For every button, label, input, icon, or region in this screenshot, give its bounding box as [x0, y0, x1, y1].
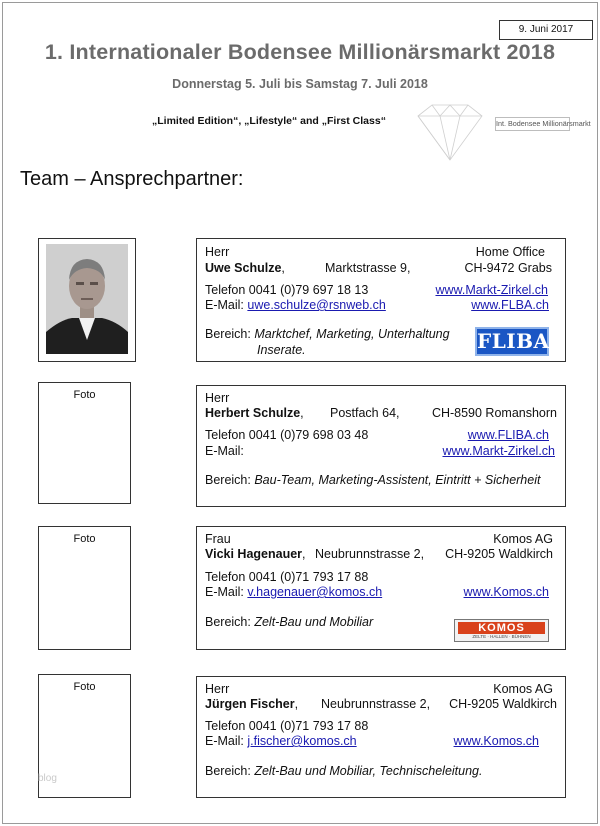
salutation: Herr — [205, 391, 230, 405]
area-label: Bereich: — [205, 615, 251, 629]
email-link[interactable]: uwe.schulze@rsnweb.ch — [247, 298, 386, 312]
phone-label: Telefon — [205, 283, 246, 297]
website-link[interactable]: www.FLBA.ch — [471, 298, 549, 312]
area-label: Bereich: — [205, 473, 251, 487]
phone-line — [205, 282, 368, 298]
contact-card — [196, 385, 566, 507]
contact-card — [196, 526, 566, 650]
area-text: Zelt-Bau und Mobiliar — [254, 615, 374, 629]
salutation: Frau — [205, 532, 231, 546]
watermark: blog — [38, 773, 57, 784]
phone-number: 0041 (0)79 698 03 48 — [248, 428, 369, 442]
area-line — [205, 472, 540, 488]
photo-placeholder-label: Foto — [73, 681, 96, 693]
phone-number: 0041 (0)71 793 17 88 — [248, 570, 369, 584]
event-dates: Donnerstag 5. Juli bis Samstag 7. Juli 2018 — [172, 77, 428, 91]
phone-label: Telefon — [205, 719, 246, 733]
phone-line — [205, 569, 368, 585]
street: Postfach 64, — [330, 406, 400, 420]
email-line — [205, 297, 386, 313]
komos-logo-tagline: ZELTE · HALLEN · BÜHNEN — [472, 634, 531, 639]
email-label: E-Mail: — [205, 734, 244, 748]
email-label: E-Mail: — [205, 298, 244, 312]
street: Neubrunnstrasse 2, — [321, 697, 431, 711]
area-text: Zelt-Bau und Mobiliar, Technischeleitung. — [254, 764, 483, 778]
street: Neubrunnstrasse 2, — [315, 547, 425, 561]
date-box: 9. Juni 2017 — [499, 20, 593, 40]
email-line — [205, 733, 357, 749]
phone-line — [205, 718, 368, 734]
salutation: Herr — [205, 245, 230, 259]
contact-name-line — [205, 546, 306, 562]
city: CH-9205 Waldkirch — [445, 547, 553, 561]
diamond-icon — [410, 102, 500, 162]
photo-placeholder-label: Foto — [73, 389, 96, 401]
komos-logo — [454, 619, 549, 642]
area-line — [205, 614, 373, 630]
website-link[interactable]: www.Komos.ch — [453, 734, 539, 748]
phone-line — [205, 427, 368, 443]
phone-number: 0041 (0)79 697 18 13 — [248, 283, 369, 297]
area-text: Bau-Team, Marketing-Assistent, Eintritt + Sicherheit — [254, 473, 541, 487]
area-label: Bereich: — [205, 764, 251, 778]
area-line — [205, 763, 483, 779]
phone-label: Telefon — [205, 428, 246, 442]
photo-placeholder-label: Foto — [73, 533, 96, 545]
contact-name: Jürgen Fischer — [205, 697, 295, 711]
contact-card — [196, 238, 566, 362]
email-link[interactable]: v.hagenauer@komos.ch — [247, 585, 383, 599]
tagline: „Limited Edition“, „Lifestyle“ and „First Class“ — [152, 115, 386, 127]
page-title: 1. Internationaler Bodensee Millionärsmarkt 2018 — [44, 40, 556, 64]
website-link[interactable]: www.FLIBA.ch — [467, 428, 549, 442]
area-text: Marktchef, Marketing, Unterhaltung — [254, 327, 450, 341]
contact-name: Herbert Schulze — [205, 406, 301, 420]
area-text-continued: Inserate. — [257, 343, 306, 357]
email-link[interactable]: j.fischer@komos.ch — [247, 734, 357, 748]
contact-photo-frame — [38, 238, 136, 362]
company: Komos AG — [493, 532, 553, 546]
salutation: Herr — [205, 682, 230, 696]
website-link[interactable]: www.Markt-Zirkel.ch — [435, 283, 548, 297]
name-separator: , — [302, 547, 306, 561]
contact-name-line — [205, 405, 304, 421]
city: CH-9472 Grabs — [464, 261, 552, 275]
contact-name-line — [205, 696, 298, 712]
contact-name: Vicki Hagenauer — [205, 547, 303, 561]
contact-photo-frame — [38, 382, 131, 504]
website-link[interactable]: www.Markt-Zirkel.ch — [442, 444, 555, 458]
name-separator: , — [294, 697, 299, 711]
email-label: E-Mail: — [205, 585, 244, 599]
fliba-logo: FLIBA — [475, 327, 549, 356]
contact-card — [196, 676, 566, 798]
portrait-photo — [46, 244, 128, 354]
phone-number: 0041 (0)71 793 17 88 — [248, 719, 369, 733]
street: Marktstrasse 9, — [325, 261, 411, 275]
city: CH-9205 Waldkirch — [449, 697, 557, 711]
event-logo — [410, 102, 591, 162]
email-line — [205, 584, 382, 600]
city: CH-8590 Romanshorn — [431, 406, 557, 420]
contact-name: Uwe Schulze — [205, 261, 282, 275]
area-label: Bereich: — [205, 327, 251, 341]
company: Komos AG — [493, 682, 553, 696]
contact-name-line — [205, 260, 285, 276]
area-line — [205, 326, 450, 342]
phone-label: Telefon — [205, 570, 246, 584]
email-label: E-Mail: — [205, 444, 244, 458]
komos-logo-name: KOMOS — [458, 622, 545, 634]
contact-photo-frame — [38, 526, 131, 650]
website-link[interactable]: www.Komos.ch — [463, 585, 549, 599]
section-title: Team – Ansprechpartner: — [20, 168, 244, 190]
event-logo-text: Int. Bodensee Millionärsmarkt — [495, 117, 570, 131]
name-separator: , — [300, 406, 304, 420]
company: Home Office — [475, 245, 545, 259]
name-separator: , — [281, 261, 285, 275]
